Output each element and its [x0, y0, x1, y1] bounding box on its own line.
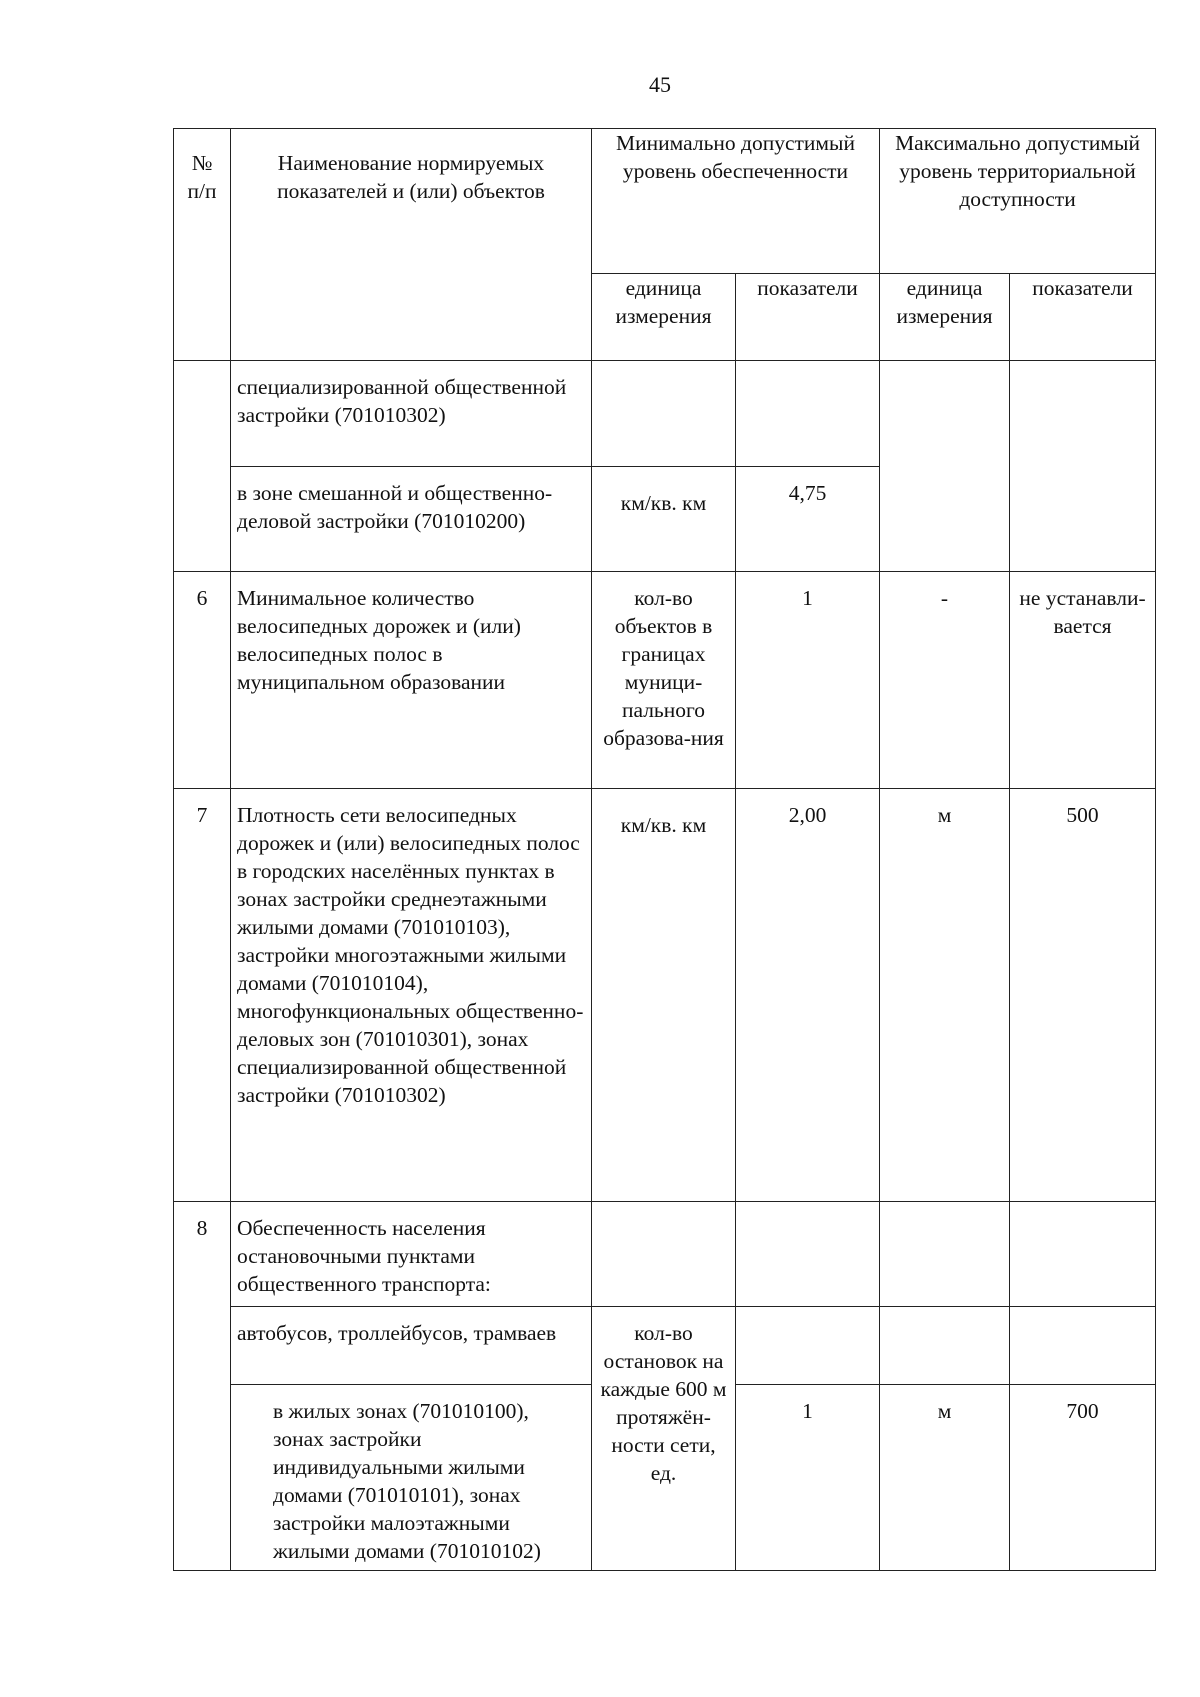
header-min-group: Минимально допустимый уровень обеспеченности [592, 129, 880, 274]
row-val-min: 2,00 [736, 789, 880, 1202]
row-val-max: 500 [1010, 789, 1156, 1202]
row-unit-max [880, 361, 1010, 572]
page-number: 45 [649, 72, 671, 97]
header-val-min: показатели [736, 274, 880, 361]
row-val-max [1010, 361, 1156, 572]
norms-table [173, 128, 1156, 1571]
header-unit-max: единица измерения [880, 274, 1010, 361]
row-unit-min: кол-во объектов в границах муници-пального образова-ния [592, 572, 736, 789]
row-name: автобусов, троллейбусов, трамваев [231, 1307, 592, 1385]
header-name: Наименование нормируемых показателей и (или) объектов [231, 129, 592, 361]
row-val-max [1010, 1307, 1156, 1385]
table-header-row [174, 129, 1156, 274]
row-val-min [736, 361, 880, 467]
header-max-group: Максимально допустимый уровень территориальной доступности [880, 129, 1156, 274]
row-num: 8 [174, 1202, 231, 1571]
row-name: Минимальное количество велосипедных дорожек и (или) велосипедных полос в муниципальном образовании [231, 572, 592, 789]
row-name: специализированной общественной застройки (701010302) [231, 361, 592, 467]
header-val-max: показатели [1010, 274, 1156, 361]
row-unit-max [880, 1202, 1010, 1307]
header-unit-min: единица измерения [592, 274, 736, 361]
row-name: в зоне смешанной и общественно-деловой застройки (701010200) [231, 467, 592, 572]
row-unit-min [592, 361, 736, 467]
row-unit-min: км/кв. км [592, 789, 736, 1202]
row-unit-min: км/кв. км [592, 467, 736, 572]
table-row [174, 572, 1156, 789]
row-name: Обеспеченность населения остановочными пунктами общественного транспорта: [231, 1202, 592, 1307]
row-unit-max: м [880, 1385, 1010, 1571]
row-num: 7 [174, 789, 231, 1202]
table-row [174, 1307, 1156, 1385]
row-val-max: 700 [1010, 1385, 1156, 1571]
row-val-min [736, 1202, 880, 1307]
row-unit-min [592, 1202, 736, 1307]
table-row [174, 789, 1156, 1202]
row-val-min: 1 [736, 572, 880, 789]
row-unit-max: м [880, 789, 1010, 1202]
row-val-max [1010, 1202, 1156, 1307]
row-val-min: 1 [736, 1385, 880, 1571]
row-num-cell [174, 361, 231, 572]
row-unit-min: кол-во остановок на каждые 600 м протяжён-ности сети, ед. [592, 1307, 736, 1571]
header-num: № п/п [174, 129, 231, 361]
row-val-min: 4,75 [736, 467, 880, 572]
table-row [174, 361, 1156, 467]
row-unit-max: - [880, 572, 1010, 789]
row-name: Плотность сети велосипедных дорожек и (или) велосипедных полос в городских населённых пунктах в зонах застройки среднеэтажными жилыми домами (701010103), застройки многоэтажными жилыми домами (701010104), многофункциональных общественно-деловых зон (701010301), зонах специализированной общественной застройки (701010302) [231, 789, 592, 1202]
row-num: 6 [174, 572, 231, 789]
row-unit-max [880, 1307, 1010, 1385]
table-row [174, 1202, 1156, 1307]
row-name: в жилых зонах (701010100), зонах застройки индивидуальными жилыми домами (701010101), зонах застройки малоэтажными жилыми домами (701010102) [231, 1385, 592, 1571]
row-val-max: не устанавли-вается [1010, 572, 1156, 789]
row-val-min [736, 1307, 880, 1385]
